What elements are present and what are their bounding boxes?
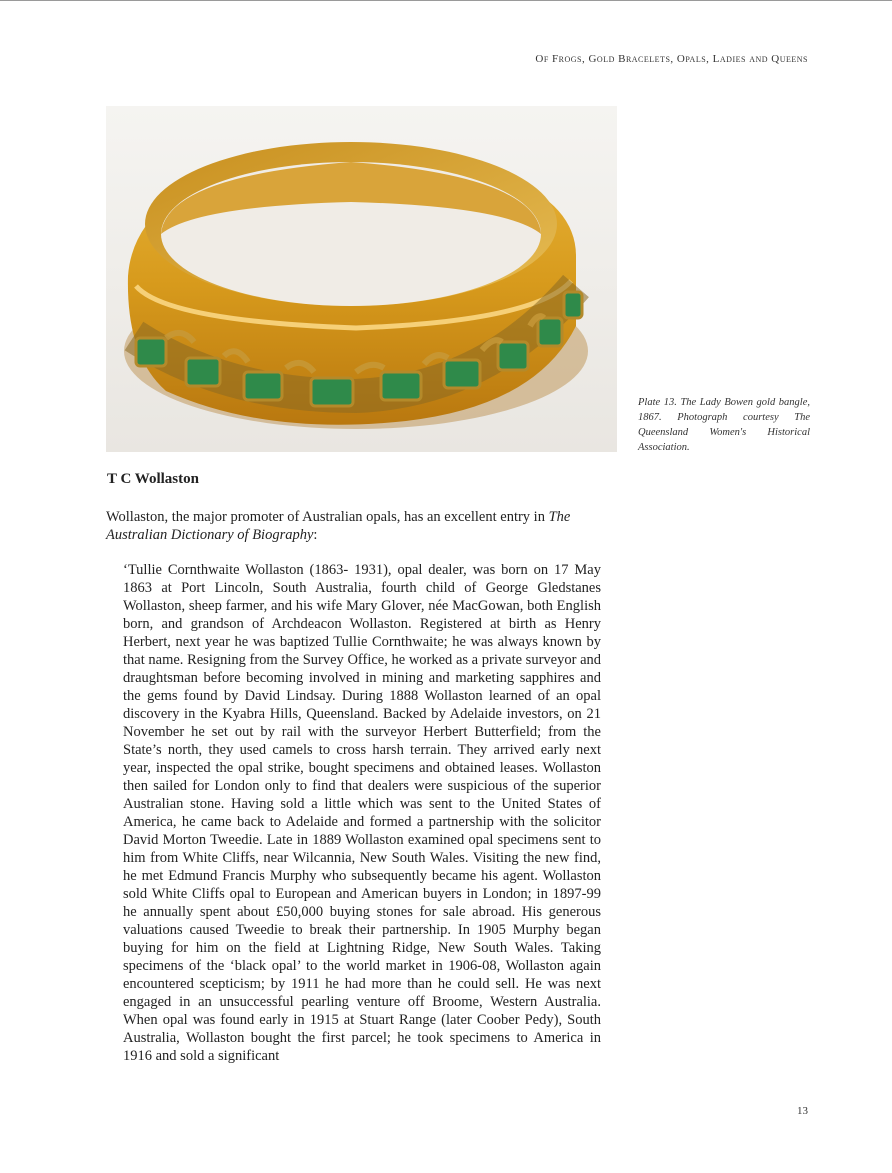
- intro-paragraph: [106, 508, 618, 544]
- gold-bangle-photo: [106, 106, 617, 452]
- page-number: 13: [797, 1105, 808, 1117]
- section-heading: T C Wollaston: [107, 471, 199, 487]
- book-title: The Australian Dictionary of Biography: [106, 509, 571, 543]
- running-head: Of Frogs, Gold Bracelets, Opals, Ladies and Queens: [535, 53, 808, 65]
- figure-caption: Plate 13. The Lady Bowen gold bangle, 1867. Photograph courtesy The Queensland Women's Historical Association.: [638, 397, 810, 453]
- block-quote: ‘Tullie Cornthwaite Wollaston (1863- 1931), opal dealer, was born on 17 May 1863 at Port Lincoln, South Australia, fourth child of George Gledstanes Wollaston, sheep farmer, and his wife Mary Glover, née MacGowan, both English born, and grandson of Archdeacon Wollaston. Registered at birth as Henry Herbert, next year he was baptized Tullie Cornthwaite; he was always known by that name. Resigning from the Survey Office, he worked as a private surveyor and draughtsman before becoming involved in mining and marketing sapphires and the gems found by David Lindsay. During 1888 Wollaston learned of an opal discovery in the Kyabra Hills, Queensland. Backed by Adelaide investors, on 21 November he set out by rail with the surveyor Herbert Butterfield; from the State’s north, they used camels to cross harsh terrain. They arrived early next year, inspected the opal strike, bought specimens and obtained leases. Wollaston then sailed for London only to find that dealers were suspicious of the superior Australian stone. Having sold a little which was sent to the United States of America, he came back to Adelaide and formed a partnership with the solicitor David Morton Tweedie. Late in 1889 Wollaston examined opal specimens sent to him from White Cliffs, near Wilcannia, New South Wales. Visiting the new find, he met Edmund Francis Murphy who subsequently became his agent. Wollaston sold White Cliffs opal to European and American buyers in London; in 1897-99 he annually spent about £50,000 buying stones for sale abroad. His generous valuations caused Tweedie to break their partnership. In 1905 Murphy began buying for him on the field at Lightning Ridge, New South Wales. Taking specimens of the ‘black opal’ to the world market in 1906-08, Wollaston again encountered scepticism; by 1911 he had more than he could sell. He was next engaged in an unsuccessful pearling venture off Broome, Western Australia. When opal was found early in 1915 at Stuart Range (later Coober Pedy), South Australia, Wollaston bought the first parcel; he took specimens to America in 1916 and sold a significant: [123, 562, 601, 1064]
- top-rule: [0, 0, 892, 1]
- intro-text: Wollaston, the major promoter of Australian opals, has an excellent entry in: [106, 509, 549, 525]
- intro-colon: :: [313, 527, 318, 543]
